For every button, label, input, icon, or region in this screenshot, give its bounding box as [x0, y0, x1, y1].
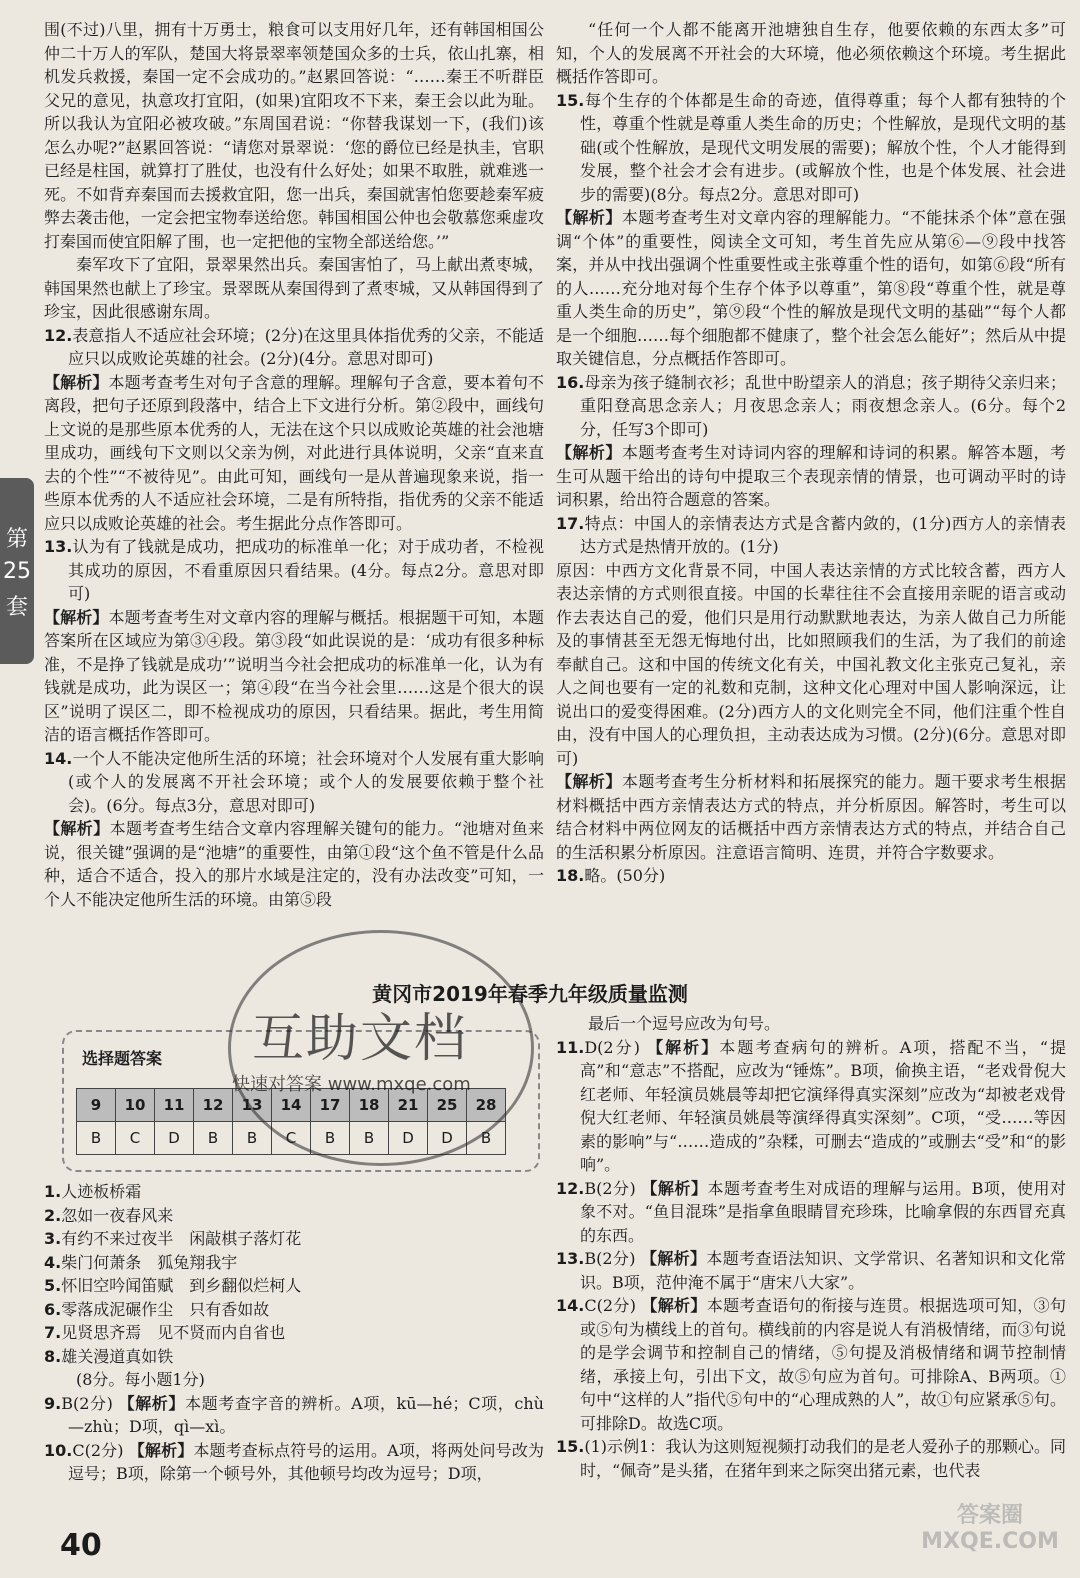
analysis-text: 本题考查考生对成语的理解与运用。B项，使用对象不对。“鱼目混珠”是指拿鱼眼睛冒充珍珠，比喻拿假的东西冒充真的东西。	[580, 1178, 1066, 1245]
answer-number: 14.	[44, 748, 73, 768]
answer-18	[556, 864, 1066, 888]
question-number-cell: 28	[467, 1089, 506, 1122]
analysis-text: 本题考查语句的衔接与连贯。根据选项可知，③句或⑤句为横线上的首句。横线前的内容是说人有消极情绪，而③句说的是学会调节和控制自己的情绪，⑤句提及消极情绪和调节控制情绪，承接上句，引出下文，故⑤句应为首句。可排除A、B两项。①句中“这样的人”指代⑤句中的“心理成熟的人”，故①句应紧承⑤句。可排除D。故选C项。	[580, 1296, 1066, 1433]
stamp-subtitle: 快速对答案 www.mxqe.com	[232, 1074, 471, 1095]
poem-answer	[44, 1345, 544, 1369]
answer-number: 10.	[44, 1440, 73, 1460]
analysis-label: 【解析】	[556, 208, 622, 227]
answer-number: 15.	[556, 1437, 585, 1456]
answer-number: 13.	[44, 537, 73, 556]
translation-paragraph-2: 秦军攻下了宜阳，景翠果然出兵。秦国害怕了，马上献出煮枣城，韩国果然也献上了珍宝。景翠既从秦国得到了煮枣城，又从韩国得到了珍宝，因此很感谢东周。	[44, 255, 544, 321]
analysis-17	[556, 770, 1066, 864]
answer-text: (1)示例1：我认为这则短视频打动我们的是老人爱孙子的那颗心。同时，“佩奇”是头猪，在猪年到来之际突出猪元素，也代表	[580, 1437, 1066, 1480]
question-number-cell: 9	[77, 1089, 116, 1122]
answer-text: 每个生存的个体都是生命的奇迹，值得尊重；每个人都有独特的个性，尊重个性就是尊重人类生命的历史；个性解放，是现代文明的基础(或个性解放，是现代文明发展的需要)；解放个性，个人才能得到发展，整个社会才会有进步。(或解放个性，也是个体发展、社会进步的需要)(8分。每点2分。意思对即可)	[580, 90, 1066, 204]
answer-text: B(2分)	[584, 1178, 636, 1198]
question-number-cell: 17	[311, 1089, 350, 1122]
analysis-text: 本题考查考生对文章内容的理解与概括。根据题干可知，本题答案所在区域应为第③④段。第③段“如此误说的是：‘成功有很多种标准，不是挣了钱就是成功’”说明当今社会把成功的标准单一化，认为有钱就是成功，此为误区一；第④段“在当今社会里……这是个很大的误区”说明了误区二，即不检视成功的原因，只看结果。据此，考生用简洁的语言概括作答即可。	[44, 607, 544, 744]
right-column	[556, 18, 1066, 888]
answer-cell: D	[389, 1122, 428, 1155]
analysis-label: 【解析】	[640, 1249, 707, 1268]
exam-section-title: 黄冈市2019年春季九年级质量监测	[372, 982, 688, 1006]
answer-text: 一个人不能决定他所生活的环境；社会环境对个人发展有重大影响(或个人的发展离不开社会环境；或个人的发展要依赖于整个社会)。(6分。每点3分，意思对即可)	[68, 748, 544, 815]
analysis-14	[44, 817, 544, 911]
answer-number: 12.	[556, 1178, 585, 1198]
analysis-13	[44, 606, 544, 747]
analysis-label: 【解析】	[44, 819, 110, 838]
side-tab-char-1: 第	[5, 526, 28, 552]
answer-14	[44, 747, 544, 818]
analysis-label: 【解析】	[641, 1296, 707, 1315]
page-number: 40	[60, 1528, 102, 1563]
poem-answer	[44, 1180, 544, 1204]
answer-text: 表意指人不适应社会环境；(2分)在这里具体指优秀的父亲，不能适应只以成败论英雄的社会。(2分)(4分。意思对即可)	[68, 325, 544, 368]
poem-number: 5.	[44, 1276, 62, 1295]
analysis-text: 本题考查考生对诗词内容的理解和诗词的积累。解答本题，考生可从题干给出的诗句中提取三个表现亲情的情景，也可调动平时的诗词积累，给出符合题意的答案。	[556, 443, 1066, 509]
answer-cell: D	[428, 1122, 467, 1155]
right-column-lower	[556, 1012, 1066, 1482]
analysis-label: 【解析】	[556, 772, 622, 791]
analysis-text: 本题考查字音的辨析。A项，kū—hé；C项，chù—zhù；D项，qì—xì。	[68, 1393, 544, 1436]
answer-text: 认为有了钱就是成功，把成功的标准单一化；对于成功者，不检视其成功的原因，不看重原因只看结果。(4分。每点2分。意思对即可)	[68, 537, 544, 603]
question-number-cell: 21	[389, 1089, 428, 1122]
answer-text: 母亲为孩子缝制衣衫；乱世中盼望亲人的消息；孩子期待父亲归来；重阳登高思念亲人；月夜思念亲人；雨夜想念亲人。(6分。每个2分，任写3个即可)	[580, 372, 1066, 439]
answer-text: C(2分)	[584, 1296, 636, 1315]
poem-text: 人迹板桥霜	[61, 1182, 142, 1201]
answer-text: B(2分)	[61, 1393, 113, 1413]
poem-answer	[44, 1251, 544, 1275]
answer-cell: B	[467, 1122, 506, 1155]
poem-text: 雄关漫道真如铁	[61, 1346, 174, 1366]
answer-12	[44, 324, 544, 371]
analysis-text: 本题考查考生分析材料和拓展探究的能力。题干要求考生根据材料概括中西方亲情表达方式的特点，并分析原因。解答时，考生可以结合材料中两位网友的话概括中西方亲情表达方式的特点，并结合自己的生活积累分析原因。注意语言简明、连贯，并符合字数要求。	[556, 772, 1066, 862]
analysis-text: 本题考查病句的辨析。A项，搭配不当，“提高”和“意志”不搭配，应改为“锤炼”。B项，偷换主语，“老戏骨倪大红老师、年轻演员姚晨等却把它演绎得真实深刻”应改为“却被老戏骨倪大红老师、年轻演员姚晨等演绎得真实深刻”。C项，“受……等因素的影响”与“……造成的”杂糅，可删去“造成的”或删去“受”和“的影响”。	[580, 1037, 1066, 1174]
answer-text: 特点：中国人的亲情表达方式是含蓄内敛的，(1分)西方人的亲情表达方式是热情开放的。(1分)	[580, 513, 1066, 556]
answer-table	[76, 1088, 506, 1155]
left-column-lower	[44, 1180, 544, 1486]
side-tab-char-3: 套	[5, 594, 28, 620]
poem-text: 零落成泥碾作尘 只有香如故	[61, 1299, 270, 1319]
answer-9	[44, 1392, 544, 1439]
answer-cell: C	[272, 1122, 311, 1155]
translation-paragraph-1: 围(不过)八里，拥有十万勇士，粮食可以支用好几年，还有韩国相国公仲二十万人的军队，楚国大将景翠率领楚国众多的士兵，依山扎寨，相机发兵救援，秦国一定不会成功的。”赵累回答说：“……秦王不听群臣父兄的意见，执意攻打宜阳，(如果)宜阳攻不下来，秦王会以此为耻。所以我认为宜阳必被攻破。”东周国君说：“你替我谋划一下，(我们)该怎么办呢?”赵累回答说：“请您对景翠说：‘您的爵位已经是执圭，官职已经是柱国，就算打了胜仗，也没有什么好处；如果不取胜，就难逃一死。不如背弃秦国而去援救宜阳，您一出兵，秦国就害怕您要趁秦军疲弊去袭击他，一定会把宝物奉送给您。韩国相国公仲也会敬慕您乘虚攻打秦国而使宜阳解了围，也一定把他的宝物全部送给您。’”	[44, 20, 544, 251]
answer-cell: B	[311, 1122, 350, 1155]
analysis-15	[556, 206, 1066, 371]
answer-number: 13.	[556, 1249, 585, 1268]
poem-score-note: (8分。每小题1分)	[76, 1370, 205, 1389]
answer-cell: B	[194, 1122, 233, 1155]
analysis-14-continued: “任何一个人都不能离开池塘独自生存，他要依赖的东西太多”可知，个人的发展离不开社会的大环境，他必须依赖这个环境。考生据此概括作答即可。	[556, 20, 1066, 86]
analysis-label: 【解析】	[118, 1393, 186, 1413]
answer-16	[556, 371, 1066, 442]
answer-14b	[556, 1294, 1066, 1435]
answer-number: 12.	[44, 325, 73, 345]
answer-box-label: 选择题答案	[82, 1049, 163, 1068]
poem-number: 2.	[44, 1205, 62, 1225]
question-number-cell: 13	[233, 1089, 272, 1122]
poem-number: 1.	[44, 1182, 62, 1201]
answer-cell: D	[155, 1122, 194, 1155]
analysis-text: 本题考查考生对文章内容的理解能力。“不能抹杀个体”意在强调“个体”的重要性，阅读全文可知，考生首先应从第⑥—⑨段中找答案，并从中找出强调个性重要性或主张尊重个性的语句，如第⑥段“所有的人……充分地对每个生存个体予以尊重”，第⑧段“尊重个性，就是尊重人类生命的历史”，第⑨段“个性的解放是现代文明的基础”“每个人都是一个细胞……每个细胞都不健康了，整个社会怎么能好”；然后从中提取关键信息，分点概括作答即可。	[556, 208, 1066, 368]
answer-cell: C	[116, 1122, 155, 1155]
answer-number: 11.	[556, 1037, 585, 1057]
poem-answer	[44, 1321, 544, 1345]
side-tab-char-2: 25	[3, 558, 31, 584]
analysis-text: 本题考查标点符号的运用。A项，将两处问号改为逗号；B项，除第一个顿号外，其他顿号均改为逗号；D项，	[68, 1440, 544, 1483]
poem-number: 8.	[44, 1346, 62, 1366]
question-number-cell: 10	[116, 1089, 155, 1122]
analysis-12	[44, 371, 544, 536]
poem-number: 4.	[44, 1252, 62, 1272]
analysis-label: 【解析】	[641, 1178, 708, 1198]
analysis-10-continued: 最后一个逗号应改为句号。	[588, 1014, 781, 1033]
question-number-cell: 18	[350, 1089, 389, 1122]
answer-17-reason: 原因：中西方文化背景不同，中国人表达亲情的方式比较含蓄，西方人表达亲情的方式则很直接。中国的长辈往往不会直接用亲昵的语言或动作去表达自己的爱，他们只是用行动默默地表达，为亲人做自己力所能及的事情甚至无怨无悔地付出，比如照顾我们的生活，为了我们的前途奉献自己。这和中国的传统文化有关，中国礼教文化主张克己复礼，亲人之间也要有一定的礼数和克制，这种文化心理对中国人影响深远，让说出口的爱变得困难。(2分)西方人的文化则完全不同，他们注重个性自由，没有中国人的心理负担，主动表达成为习惯。(2分)(6分。意思对即可)	[556, 560, 1066, 768]
poem-text: 忽如一夜春风来	[61, 1205, 174, 1225]
answer-number: 18.	[556, 866, 585, 885]
poem-answer	[44, 1204, 544, 1228]
poem-text: 怀旧空吟闻笛赋 到乡翻似烂柯人	[61, 1276, 302, 1295]
answer-number: 16.	[556, 372, 585, 392]
answer-number: 17.	[556, 513, 585, 533]
watermark-logo: 答案圈 MXQE.COM	[921, 1503, 1059, 1554]
analysis-label: 【解析】	[44, 372, 109, 392]
question-number-cell: 14	[272, 1089, 311, 1122]
poem-number: 6.	[44, 1299, 62, 1319]
analysis-16	[556, 441, 1066, 512]
set-number-tab	[0, 478, 34, 664]
answer-10	[44, 1439, 544, 1486]
answer-table-values-row	[77, 1122, 506, 1155]
analysis-label: 【解析】	[44, 607, 109, 627]
answer-number: 15.	[556, 90, 585, 110]
answer-cell: B	[350, 1122, 389, 1155]
answer-11	[556, 1036, 1066, 1177]
answer-number: 9.	[44, 1393, 62, 1413]
answer-15	[556, 89, 1066, 207]
answer-13	[44, 535, 544, 606]
answer-12b	[556, 1177, 1066, 1248]
answer-text: 略。(50分)	[584, 866, 666, 885]
question-number-cell: 12	[194, 1089, 233, 1122]
answer-cell: B	[77, 1122, 116, 1155]
answer-15b	[556, 1435, 1066, 1482]
answer-text: B(2分)	[584, 1249, 636, 1268]
analysis-text: 本题考查考生对句子含意的理解。理解句子含意，要本着句不离段，把句子还原到段落中，结合上下文进行分析。第②段中，画线句上文说的是那些原本优秀的人，无法在这个只以成败论英雄的社会池塘里成功，画线句下文则以父亲为例，对此进行具体说明，父亲“直来直去的个性”“不被待见”。由此可知，画线句一是从普遍现象来说，指一些原本优秀的人不适应社会环境，二是有所特指，指优秀的父亲不能适应只以成败论英雄的社会。考生据此分点作答即可。	[44, 372, 544, 533]
poem-text: 柴门何萧条 狐兔翔我宇	[61, 1252, 238, 1272]
poem-answer	[44, 1274, 544, 1298]
poem-number: 3.	[44, 1229, 62, 1248]
poem-text: 有约不来过夜半 闲敲棋子落灯花	[61, 1229, 302, 1248]
answer-text: C(2分)	[72, 1440, 124, 1460]
answer-text: D(2分)	[584, 1037, 640, 1057]
answer-13b	[556, 1247, 1066, 1294]
stamp-title: 互助文档	[252, 1009, 469, 1069]
question-number-cell: 25	[428, 1089, 467, 1122]
analysis-text: 本题考查语法知识、文学常识、名著知识和文化常识。B项，范仲淹不属于“唐宋八大家”。	[580, 1249, 1066, 1292]
poem-number: 7.	[44, 1323, 62, 1342]
answer-cell: B	[233, 1122, 272, 1155]
analysis-label: 【解析】	[647, 1037, 720, 1057]
left-column	[44, 18, 544, 911]
answer-17	[556, 512, 1066, 559]
poem-answer	[44, 1227, 544, 1251]
poem-text: 见贤思齐焉 见不贤而内自省也	[61, 1323, 286, 1342]
analysis-text: 本题考查考生结合文章内容理解关键句的能力。“池塘对鱼来说，很关键”强调的是“池塘”的重要性，由第①段“这个鱼不管是什么品种，适合不适合，投入的那片水域是注定的，没有办法改变”可知，一个人不能决定他所生活的环境。由第⑤段	[44, 819, 544, 909]
question-number-cell: 11	[155, 1089, 194, 1122]
poem-answer	[44, 1298, 544, 1322]
answer-number: 14.	[556, 1296, 585, 1315]
analysis-label: 【解析】	[556, 443, 622, 462]
analysis-label: 【解析】	[128, 1440, 194, 1460]
